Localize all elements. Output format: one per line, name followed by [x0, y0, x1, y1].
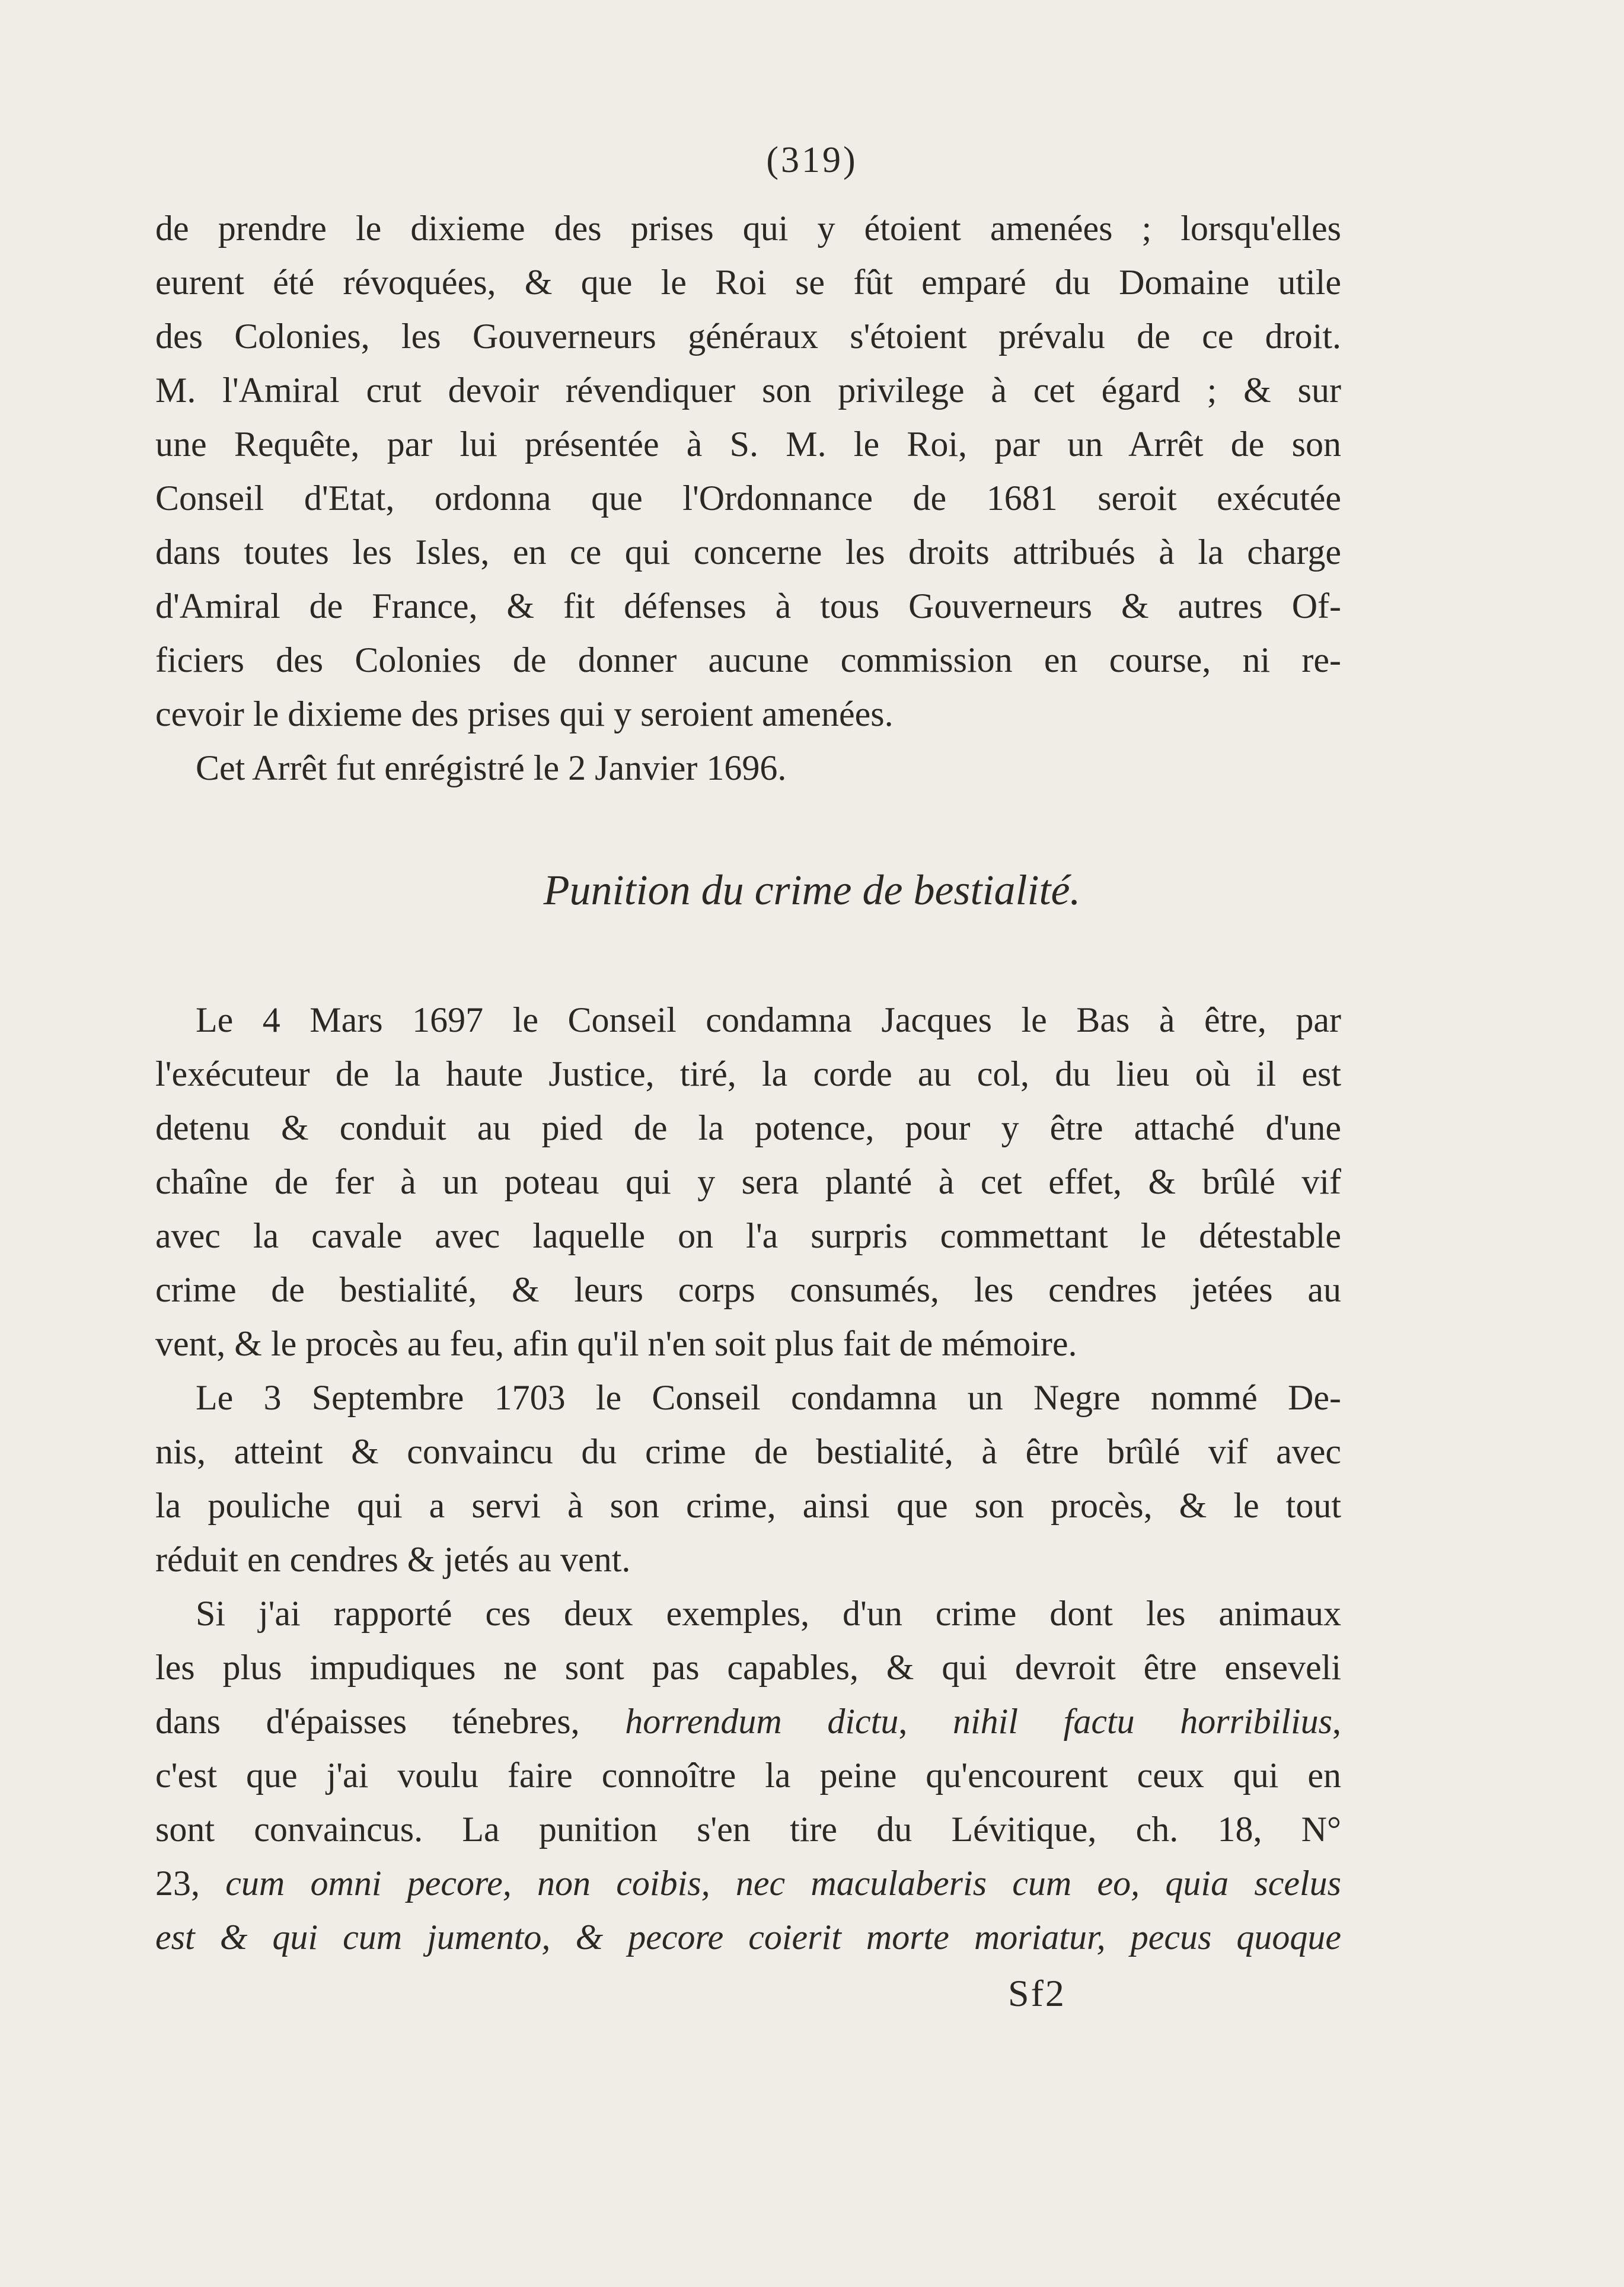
signature-mark: Sf2 — [1008, 1972, 1066, 2014]
text-line: des Colonies, les Gouverneurs généraux s'étoient prévalu de ce droit. — [155, 317, 1341, 356]
text-line: cevoir le dixieme des prises qui y seroient amenées. — [155, 694, 894, 733]
text-line: Conseil d'Etat, ordonna que l'Ordonnance de 1681 seroit exécutée — [155, 479, 1341, 518]
text-line: detenu & conduit au pied de la potence, pour y être attaché d'une — [155, 1108, 1341, 1147]
latin-quote: est & qui cum jumento, & pecore coierit morte moriatur, pecus quoque — [155, 1918, 1341, 1957]
text-segment: dans d'épaisses ténebres, — [155, 1702, 626, 1741]
text-line: sont convaincus. La punition s'en tire du Lévitique, ch. 18, N° — [155, 1810, 1341, 1849]
latin-quote: nihil factu horribilius — [952, 1702, 1333, 1741]
text-segment: , — [1332, 1702, 1342, 1741]
text-line-with-latin — [155, 1913, 1341, 1961]
latin-quote: cum omni pecore, non coibis, nec maculaberis cum eo, quia scelus — [225, 1864, 1341, 1903]
text-line: vent, & le procès au feu, afin qu'il n'en soit plus fait de mémoire. — [155, 1324, 1077, 1363]
text-line: crime de bestialité, & leurs corps consumés, les cendres jetées au — [155, 1270, 1341, 1309]
text-line: ficiers des Colonies de donner aucune commission en course, ni re- — [155, 640, 1341, 680]
text-line: eurent été révoquées, & que le Roi se fût emparé du Domaine utile — [155, 263, 1341, 302]
text-line-with-latin — [155, 1859, 1341, 1907]
text-line: une Requête, par lui présentée à S. M. le Roi, par un Arrêt de son — [155, 425, 1341, 464]
text-line: les plus impudiques ne sont pas capables, & qui devroit être enseveli — [155, 1648, 1341, 1687]
text-line: Le 4 Mars 1697 le Conseil condamna Jacques le Bas à être, par — [196, 1000, 1341, 1039]
text-segment: , — [898, 1702, 953, 1741]
text-line: de prendre le dixieme des prises qui y étoient amenées ; lorsqu'elles — [155, 209, 1341, 248]
text-line: dans toutes les Isles, en ce qui concerne les droits attribués à la charge — [155, 532, 1341, 572]
text-line: M. l'Amiral crut devoir révendiquer son privilege à cet égard ; & sur — [155, 371, 1341, 410]
text-line: Si j'ai rapporté ces deux exemples, d'un crime dont les animaux — [196, 1594, 1341, 1633]
text-segment: 23, — [155, 1864, 226, 1903]
section-heading: Punition du crime de bestialité. — [543, 866, 1081, 914]
text-line: Le 3 Septembre 1703 le Conseil condamna un Negre nommé De- — [196, 1378, 1341, 1417]
text-line: avec la cavale avec laquelle on l'a surpris commettant le détestable — [155, 1216, 1341, 1255]
text-line: c'est que j'ai voulu faire connoître la peine qu'encourent ceux qui en — [155, 1756, 1341, 1795]
latin-quote: horrendum dictu — [625, 1702, 899, 1741]
page-number: (319) — [766, 140, 858, 180]
text-line: réduit en cendres & jetés au vent. — [155, 1540, 631, 1579]
text-line: Cet Arrêt fut enrégistré le 2 Janvier 1696. — [196, 748, 787, 787]
text-line: l'exécuteur de la haute Justice, tiré, la corde au col, du lieu où il est — [155, 1054, 1341, 1093]
text-line: d'Amiral de France, & fit défenses à tous Gouverneurs & autres Of- — [155, 586, 1341, 626]
text-line-with-latin — [155, 1698, 1341, 1745]
text-line: chaîne de fer à un poteau qui y sera planté à cet effet, & brûlé vif — [155, 1162, 1341, 1201]
text-line: nis, atteint & convaincu du crime de bestialité, à être brûlé vif avec — [155, 1432, 1341, 1471]
text-line: la pouliche qui a servi à son crime, ainsi que son procès, & le tout — [155, 1486, 1341, 1525]
